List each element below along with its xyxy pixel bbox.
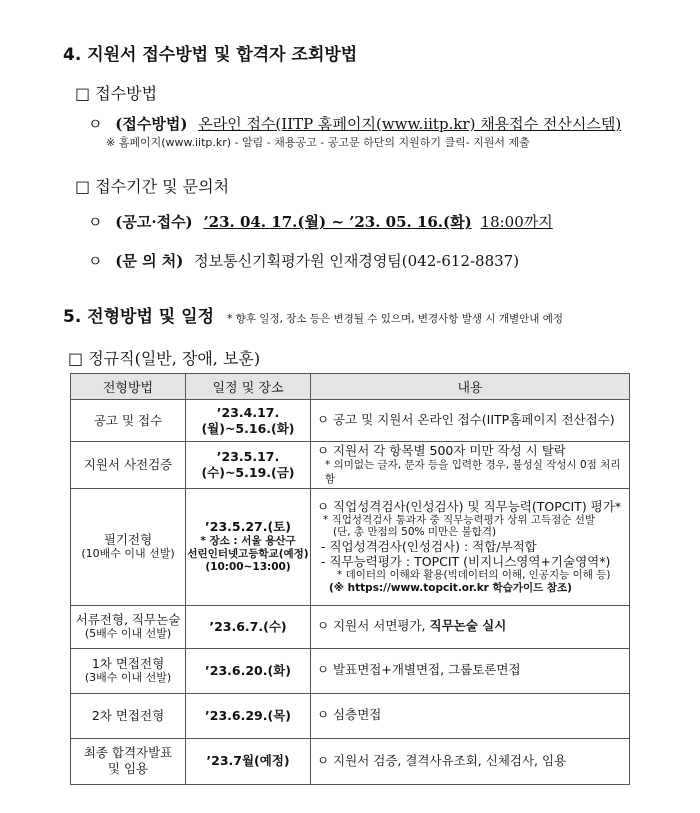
row-method: 지원서 사전검증 — [71, 442, 186, 489]
row-date: ’23.6.20.(화) — [186, 648, 311, 693]
period-label: (공고·접수) — [115, 213, 193, 231]
inquiry-text: 정보통신기획평가원 인재경영팀(042-612-8837) — [194, 252, 520, 270]
table-row — [71, 442, 630, 489]
method-heading: □ 접수방법 — [75, 84, 158, 103]
row-method: 공고 및 접수 — [71, 400, 186, 442]
header-content: 내용 — [311, 374, 630, 400]
table-row — [71, 488, 630, 605]
table-row — [71, 648, 630, 693]
row-content-note1: * 직업성격검사 통과자 중 직무능력평가 상위 고득점순 선발 — [323, 513, 596, 526]
inquiry-label: (문 의 처) — [115, 252, 184, 270]
row-method-main: 필기전형 — [103, 531, 153, 547]
method-line — [88, 113, 621, 134]
row-method — [71, 738, 186, 784]
row-date-time: (10:00~13:00) — [205, 560, 291, 573]
row-date: ’23.6.29.(목) — [186, 693, 311, 738]
row-method-sub: (3배수 이내 선발) — [84, 671, 172, 685]
row-method: 2차 면접전형 — [71, 693, 186, 738]
row-content: ㅇ 심층면접 — [311, 693, 630, 738]
bullet: ㅇ — [88, 115, 103, 133]
row-content-guide: (※ https://www.topcit.or.kr 학습가이드 참조) — [329, 581, 572, 594]
table-row — [71, 738, 630, 784]
row-date-main: ’23.5.27.(토) — [205, 519, 291, 535]
row-date: ’23.6.7.(수) — [186, 605, 311, 648]
row-date: ’23.7월(예정) — [186, 738, 311, 784]
schedule-table — [70, 373, 630, 785]
row-content-note: * 의미없는 글자, 문자 등을 입력한 경우, 불성실 작성시 0점 처리함 — [325, 459, 621, 485]
row-content-main: ㅇ 지원서 서면평가, — [317, 618, 426, 634]
row-content-note2: (단, 총 만점의 50% 미만은 불합격) — [333, 526, 497, 539]
row-method-main: 최종 합격자발표 — [83, 745, 173, 761]
period-time: 18:00까지 — [480, 213, 553, 231]
row-date-place1: * 장소 : 서울 용산구 — [200, 534, 296, 547]
row-method — [71, 648, 186, 693]
section4-title: 4. 지원서 접수방법 및 합격자 조회방법 — [63, 45, 358, 65]
row-content-note3: * 데이터의 이해와 활용(빅데이터의 이해, 인공지능 이해 등) — [337, 569, 611, 582]
row-method-main: 서류전형, 직무논술 — [75, 611, 181, 627]
inquiry-line — [88, 250, 519, 271]
row-content: ㅇ 지원서 검증, 결격사유조회, 신체검사, 임용 — [311, 738, 630, 784]
row-method — [71, 488, 186, 605]
header-date: 일정 및 장소 — [186, 374, 311, 400]
method-text: 온라인 접수(IITP 홈페이지(www.iitp.kr) 채용접수 전산시스템) — [198, 115, 622, 133]
section5-title: 5. 전형방법 및 일정 — [63, 307, 214, 327]
row-date: ’23.4.17.(월)~5.16.(화) — [186, 400, 311, 442]
table-row — [71, 400, 630, 442]
row-method — [71, 605, 186, 648]
method-note: ※ 홈페이지(www.iitp.kr) - 알림 - 채용공고 - 공고문 하단의 지원하기 클릭- 지원서 제출 — [106, 136, 530, 149]
period-heading: □ 접수기간 및 문의처 — [75, 177, 230, 196]
section5-note: * 향후 일정, 장소 등은 변경될 수 있으며, 변경사항 발생 시 개별안내 예정 — [227, 313, 564, 325]
period-dates: ’23. 04. 17.(월) ~ ’23. 05. 16.(화) — [203, 213, 472, 231]
period-line — [88, 211, 553, 232]
table-row — [71, 605, 630, 648]
row-content: ㅇ 공고 및 지원서 온라인 접수(IITP홈페이지 전산접수) — [311, 400, 630, 442]
row-content — [311, 488, 630, 605]
row-date: ’23.5.17.(수)~5.19.(금) — [186, 442, 311, 489]
row-method-main: 1차 면접전형 — [91, 655, 165, 671]
row-content-line3: - 직업성격검사(인성검사) : 적합/부적합 — [321, 539, 537, 555]
method-label: (접수방법) — [115, 115, 188, 133]
bullet: ㅇ — [88, 252, 103, 270]
row-content-main: ㅇ 지원서 각 항목별 500자 미만 작성 시 탈락 — [317, 443, 566, 458]
row-content — [311, 605, 630, 648]
table-header-row — [71, 374, 630, 400]
row-date — [186, 488, 311, 605]
row-content — [311, 442, 630, 489]
row-content-bold: 직무논술 실시 — [429, 618, 507, 634]
table-row — [71, 693, 630, 738]
bullet: ㅇ — [88, 213, 103, 231]
row-content-main: ㅇ 직업성격검사(인성검사) 및 직무능력(TOPCIT) 평가* — [317, 498, 622, 514]
header-method: 전형방법 — [71, 374, 186, 400]
row-content: ㅇ 발표면접+개별면접, 그룹토론면접 — [311, 648, 630, 693]
category-heading: □ 정규직(일반, 장애, 보훈) — [68, 349, 261, 368]
section5-title-row — [63, 302, 563, 327]
row-content-line4: - 직무능력평가 : TOPCIT (비지니스영역+기술영역*) — [321, 554, 611, 570]
row-method-line2: 및 임용 — [107, 761, 149, 777]
row-method-sub: (5배수 이내 선발) — [84, 627, 172, 641]
row-method-sub: (10배수 이내 선발) — [81, 547, 175, 561]
row-date-place2: 선린인터넷고등학교(예정) — [187, 547, 309, 560]
